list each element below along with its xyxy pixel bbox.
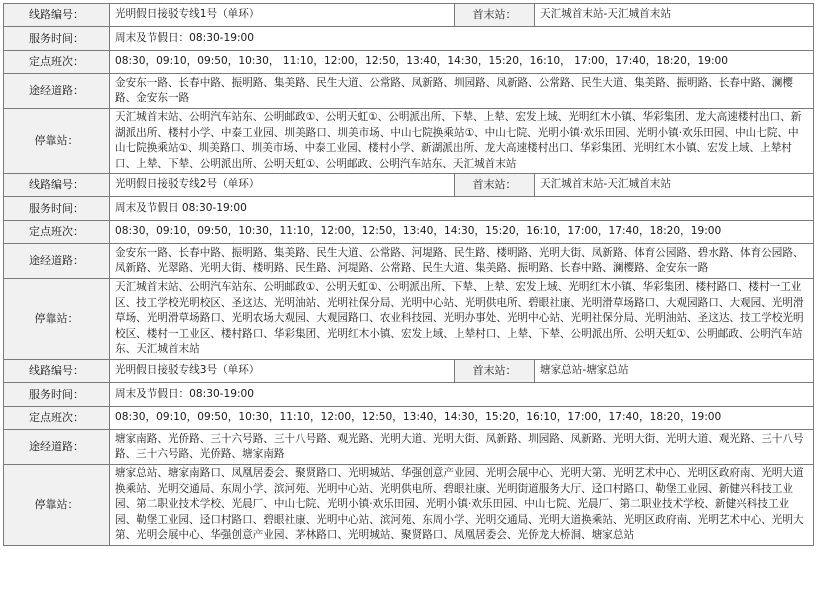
route-3-service-row [4,383,814,407]
route-3-stops: 塘家总站、塘家南路口、凤凰居委会、聚贤路口、光明城站、华强创意产业园、光明会展中心、光明大第、光明艺术中心、光明区政府南、光明大道换乘站、光明交通局、东周小学、滨河苑、光明中心站、光明供电所、碧眼社康、光明街道服务大厅、迳口村路口、勒堡工业园、新健兴科技工业园、第二职业技术学校、光晨厂、中山七院、光明小镇·欢乐田园、光明小镇·欢乐田园、中山七院、光晨厂、第二职业技术学校、新健兴科技工业园、勒堡工业园、迳口村路口、碧眼社康、光明中心站、滨河苑、东周小学、光明交通局、光明大道换乘站、光明区政府南、光明艺术中心、光明大第、光明会展中心、华强创意产业园、茅林路口、光明城站、聚贤路口、凤凰居委会、光侨龙大桥洞、塘家总站 [110,465,814,546]
roads-label: 途经道路： [4,74,110,109]
service-time-label: 服务时间： [4,197,110,221]
route-2-roads-row [4,244,814,279]
route-2-service-row [4,197,814,221]
route-3-stops-row [4,465,814,546]
route-1-roads: 金安东一路、长春中路、振明路、集美路、民生大道、公常路、凤新路、圳园路、凤新路、公常路、民生大道、集美路、振明路、长春中路、澜樱路、金安东一路 [110,74,814,109]
line-number-label: 线路编号： [4,4,110,27]
route-2-stops: 天汇城首末站、公明汽车站东、公明邮政①、公明天虹①、公明派出所、下辇、上辇、宏发上域、光明红木小镇、华彩集团、楼村路口、楼村一工业区、技工学校光明校区、圣这达、光明油站、光明社保分局、光明中心站、光明供电所、碧眼社康、光明滑草场路口、大观园路口、大观园、光明滑草场、光明滑草场路口、光明农场大观园、大观园路口、农业科技园、光明办事处、光明中心站、光明社保分局、光明油站、圣这达、技工学校光明校区、楼村一工业区、楼村路口、华彩集团、光明红木小镇、宏发上域、上辇村口、上辇、下辇、公明派出所、公明天虹①、公明邮政、公明汽车站东、天汇城首末站 [110,279,814,360]
route-3-timetable: 08:30，09:10，09:50，10:30，11:10，12:00，12:50，13:40，14:30，15:20，16:10，17:00，17:40，18:20，19:00 [110,407,814,430]
route-3-timetable-row [4,407,814,430]
route-2-line-number: 光明假日接驳专线2号（单环） [110,174,455,197]
route-3-roads: 塘家南路、光侨路、三十六号路、三十八号路、观光路、光明大道、光明大街、凤新路、圳园路、凤新路、光明大街、光明大道、观光路、三十八号路、三十六号路、光侨路、塘家南路 [110,430,814,465]
route-2-line-row [4,174,814,197]
terminal-label: 首末站： [455,360,535,383]
route-1-roads-row [4,74,814,109]
route-3-service-time: 周末及节假日：08:30-19:00 [110,383,814,407]
route-2-timetable: 08:30，09:10，09:50，10:30，11:10，12:00，12:50，13:40，14:30，15:20，16:10，17:00，17:40，18:20，19:00 [110,221,814,244]
terminal-label: 首末站： [455,174,535,197]
timetable-label: 定点班次： [4,407,110,430]
route-2-terminal: 天汇城首末站-天汇城首末站 [535,174,814,197]
line-number-label: 线路编号： [4,174,110,197]
route-2-timetable-row [4,221,814,244]
route-1-service-time: 周末及节假日：08:30-19:00 [110,27,814,51]
route-1-terminal: 天汇城首末站-天汇城首末站 [535,4,814,27]
stops-label: 停靠站： [4,279,110,360]
route-3-roads-row [4,430,814,465]
route-3-line-number: 光明假日接驳专线3号（单环） [110,360,455,383]
route-2-stops-row [4,279,814,360]
route-1-stops: 天汇城首末站、公明汽车站东、公明邮政①、公明天虹①、公明派出所、下辇、上辇、宏发上域、光明红木小镇、华彩集团、龙大高速楼村出口、新湖派出所、楼村小学、中泰工业园、圳美路口、圳美市场、中山七院换乘站①、中山七院、光明小镇·欢乐田园、光明小镇·欢乐田园、中山七院、中山七院换乘站①、圳美路口、圳美市场、中泰工业园、楼村小学、新湖派出所、龙大高速楼村出口、华彩集团、光明红木小镇、宏发上域、上辇村口、上辇、下辇、公明派出所、公明天虹①、公明邮政、公明汽车站东、天汇城首末站 [110,109,814,174]
route-3-terminal: 塘家总站-塘家总站 [535,360,814,383]
line-number-label: 线路编号： [4,360,110,383]
timetable-label: 定点班次： [4,221,110,244]
route-1-stops-row [4,109,814,174]
route-1-line-number: 光明假日接驳专线1号（单环） [110,4,455,27]
terminal-label: 首末站： [455,4,535,27]
route-3-line-row [4,360,814,383]
route-1-line-row [4,4,814,27]
timetable-label: 定点班次： [4,51,110,74]
stops-label: 停靠站： [4,109,110,174]
route-2-service-time: 周末及节假日 08:30-19:00 [110,197,814,221]
route-1-service-row [4,27,814,51]
route-1-timetable-row [4,51,814,74]
roads-label: 途经道路： [4,430,110,465]
route-2-roads: 金安东一路、长春中路、振明路、集美路、民生大道、公常路、河堤路、民生路、楼明路、光明大街、凤新路、体育公园路、碧水路、体育公园路、凤新路、光翠路、光明大街、楼明路、民生路、河堤路、公常路、民生大道、集美路、振明路、长春中路、澜樱路、金安东一路 [110,244,814,279]
route-1-timetable: 08:30，09:10，09:50，10:30， 11:10，12:00，12:50，13:40，14:30，15:20，16:10， 17:00，17:40，18:20，19:00 [110,51,814,74]
service-time-label: 服务时间： [4,27,110,51]
stops-label: 停靠站： [4,465,110,546]
service-time-label: 服务时间： [4,383,110,407]
bus-route-table [3,3,814,546]
roads-label: 途经道路： [4,244,110,279]
